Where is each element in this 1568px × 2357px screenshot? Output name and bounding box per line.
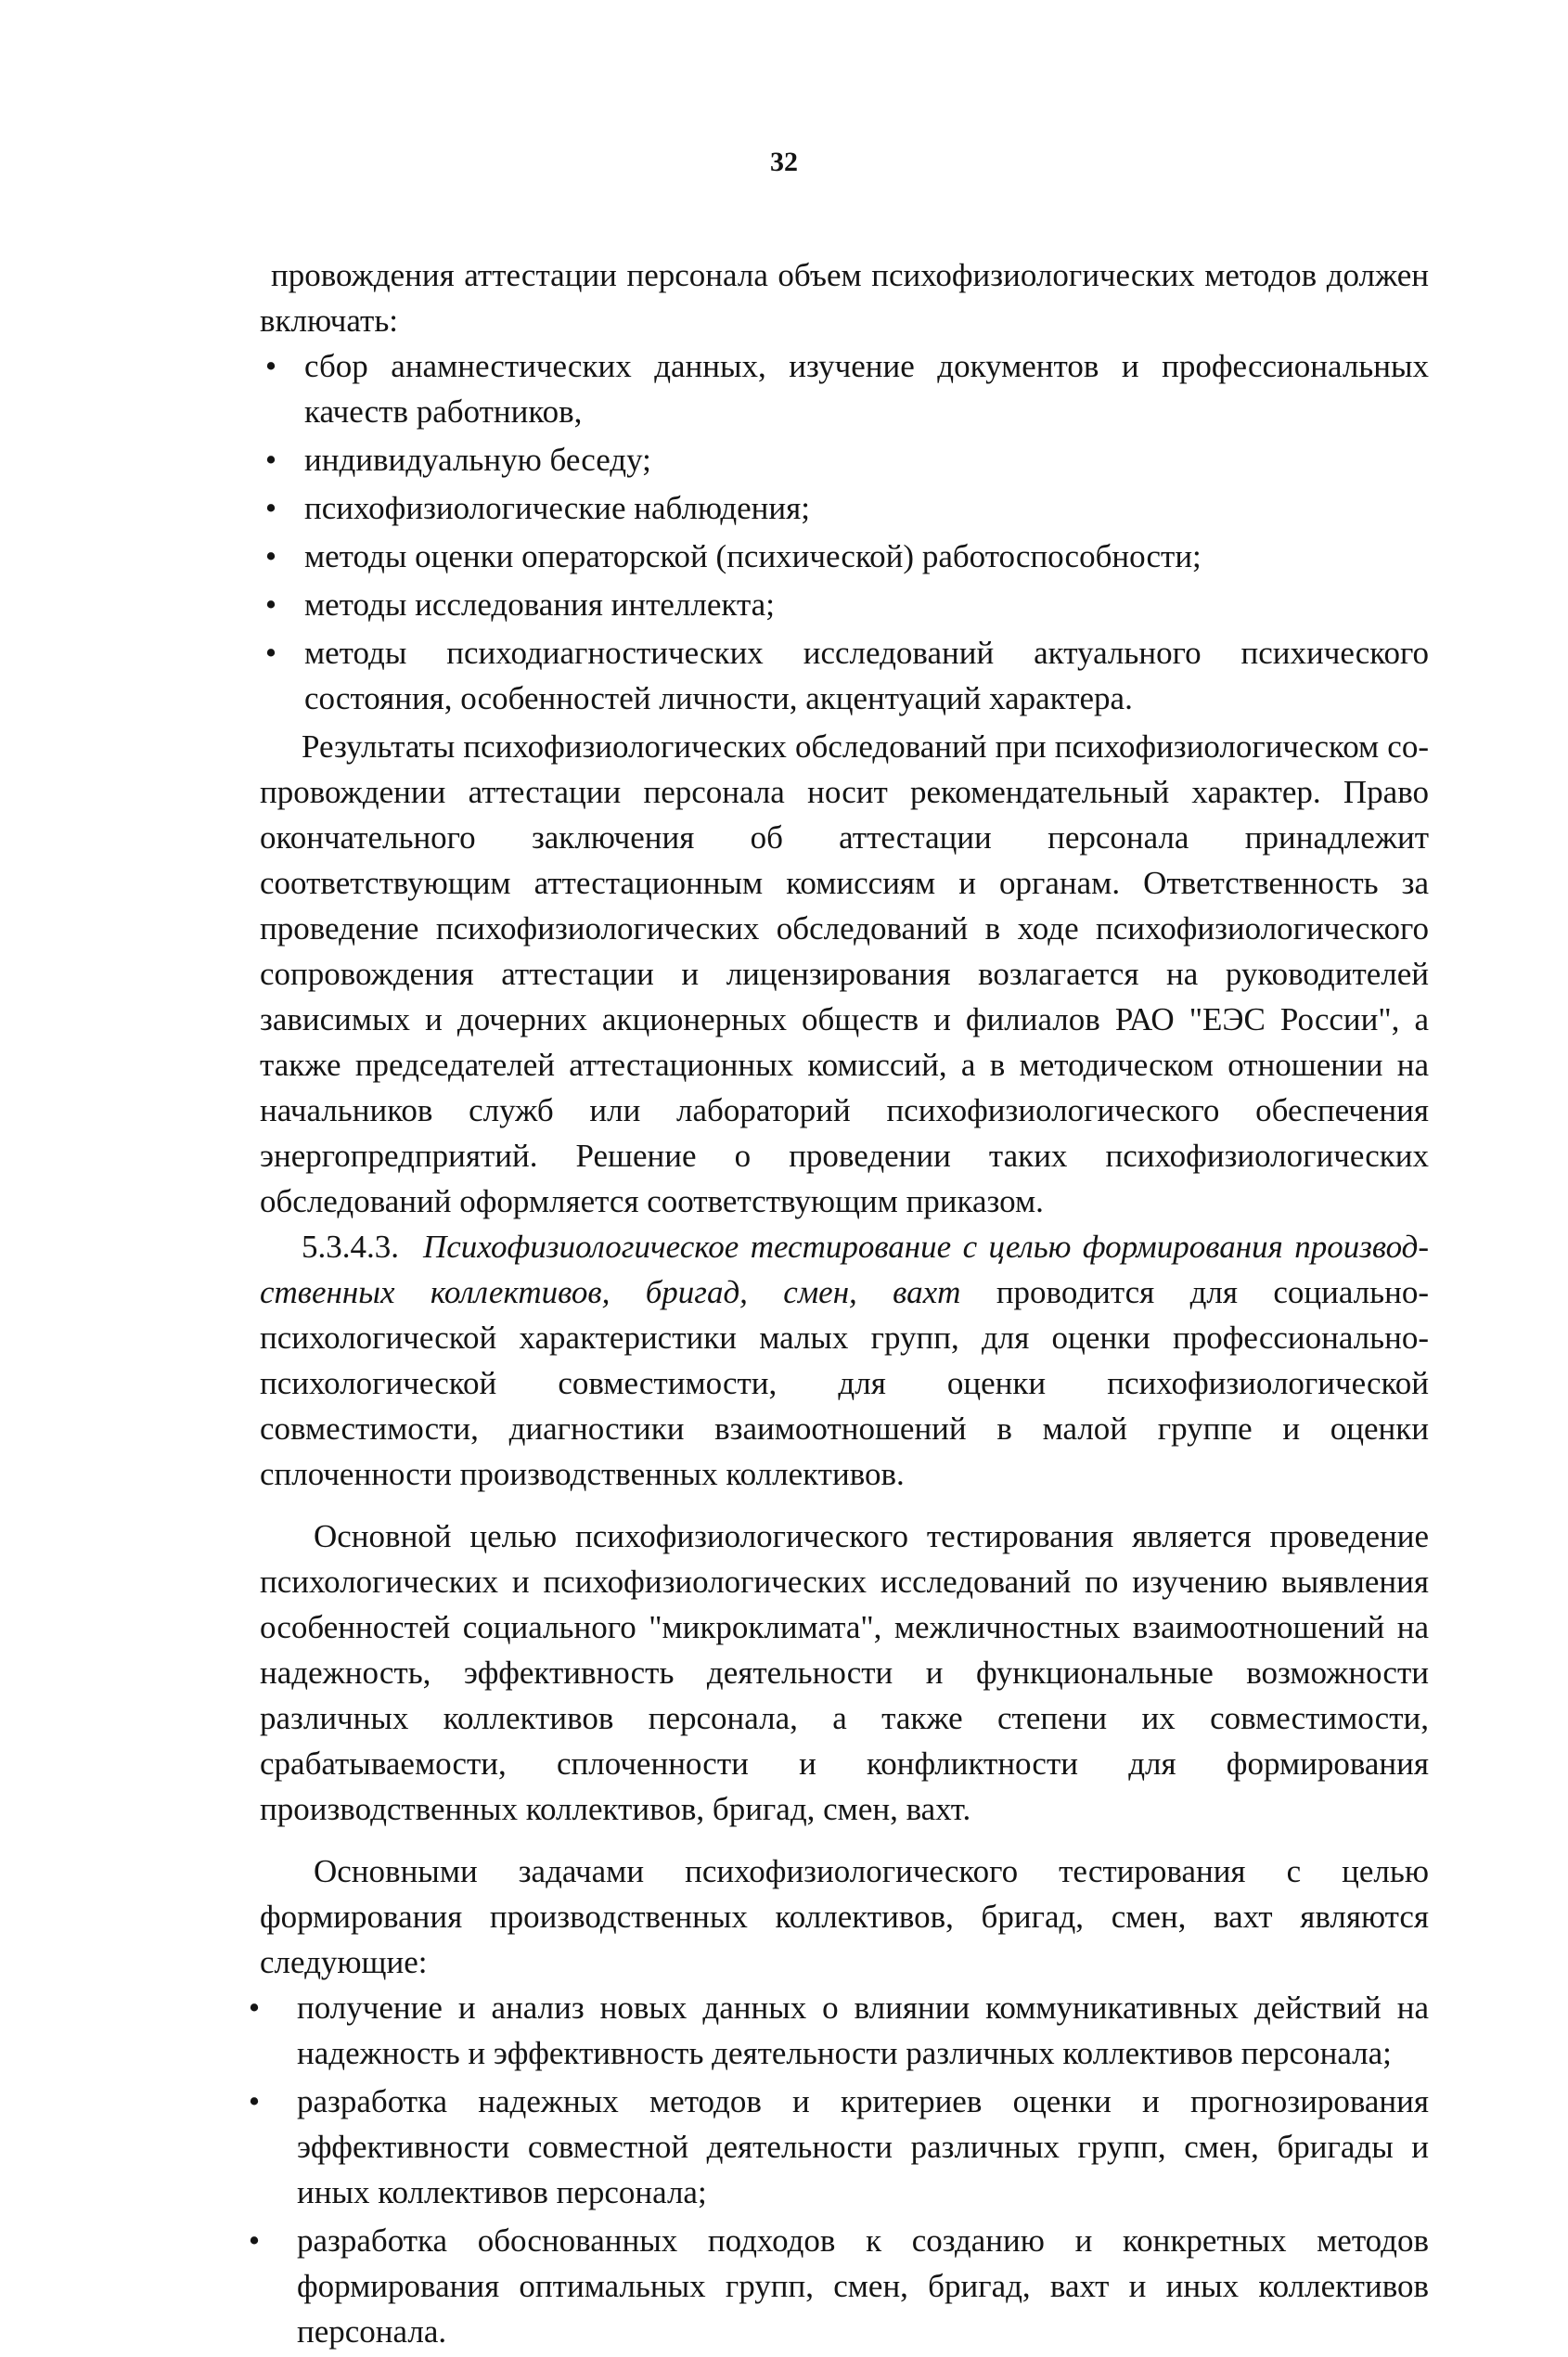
- list-item: • методы психодиагностических исследований актуального психического состояния, особенностей личности, акцентуаций характера.: [260, 630, 1429, 721]
- list-item: • индивидуальную беседу;: [260, 437, 1429, 483]
- tasks-paragraph: Основными задачами психофизиологического тестирования с целью формирования производственных коллективов, бригад, смен, вахт являются следующие:: [260, 1853, 1429, 1980]
- page-number: 32: [770, 147, 798, 177]
- bullet-icon: •: [248, 2222, 261, 2259]
- results-paragraph: Результаты психофизиологических обследований при психофизиологическом сопровождении аттестации персонала носит рекомендательный характер. Право окончательного заключения об аттестации персонала принадлежит соответствующим аттестационным комиссиям и органам. Ответственность за проведение психофизиологических обследований в ходе психофизиологического сопровождения аттестации и лицензирования возлагается на руководителей зависимых и дочерних акционерных обществ и филиалов РАО "ЕЭС России", а также председателей аттестационных комиссий, а в методическом отношении на начальников служб или лабораторий психофизиологического обеспечения энергопредприятий. Решение о проведении таких психофизиологических обследований оформляется соответствующим приказом.: [260, 728, 1429, 1219]
- list-item: • получение и анализ новых данных о влиянии коммуникативных действий на надежность и эффективность деятельности различных коллективов персонала;: [243, 1985, 1429, 2076]
- bullet-icon: •: [264, 538, 277, 574]
- list-item: • разработка надежных методов и критериев оценки и прогнозирования эффективности совместной деятельности различных групп, смен, бригады и иных коллективов персонала;: [243, 2079, 1429, 2215]
- bullet-icon: •: [264, 635, 277, 671]
- list-item: • методы оценки операторской (психической) работоспособности;: [260, 534, 1429, 579]
- methods-list: [260, 343, 1429, 721]
- list-item: • психофизиологические наблюдения;: [260, 485, 1429, 531]
- bullet-icon: •: [264, 348, 277, 384]
- bullet-icon: •: [248, 1990, 261, 2026]
- bullet-icon: •: [264, 586, 277, 623]
- bullet-icon: •: [264, 490, 277, 526]
- bullet-icon: •: [264, 442, 277, 478]
- list-item: • разработка обоснованных подходов к созданию и конкретных методов формирования оптимальных групп, смен, бригад, вахт и иных коллективов персонала.: [243, 2218, 1429, 2354]
- tasks-list: [248, 1985, 1429, 2354]
- section-paragraph: [260, 1224, 1429, 1497]
- section-text: проводится для социально-психологической характеристики малых групп, для оценки профессионально-психологической совместимости, для оценки психофизиологической совместимости, диагностики взаимоотношений в малой группе и оценки сплоченности производственных коллективов.: [260, 1274, 1429, 1492]
- bullet-icon: •: [248, 2083, 261, 2119]
- document-body: [248, 252, 1429, 2357]
- section-number: 5.3.4.3.: [302, 1229, 399, 1265]
- list-item: • методы исследования интеллекта;: [260, 582, 1429, 627]
- intro-paragraph: провождения аттестации персонала объем психофизиологических методов должен включать:: [260, 257, 1429, 339]
- goal-paragraph: Основной целью психофизиологического тестирования является проведение психологических и психофизиологических исследований по изучению выявления особенностей социального "микроклимата", межличностных взаимоотношений на надежность, эффективность деятельности и функциональные возможности различных коллективов персонала, а также степени их совместимости, срабатываемости, сплоченности и конфликтности для формирования производственных коллективов, бригад, смен, вахт.: [260, 1518, 1429, 1827]
- section-title: Психофизиологическое тестирование с целью формирования производственных коллективов, бригад, смен, вахт: [260, 1229, 1429, 1310]
- list-item: • сбор анамнестических данных, изучение документов и профессиональных качеств работников,: [260, 343, 1429, 434]
